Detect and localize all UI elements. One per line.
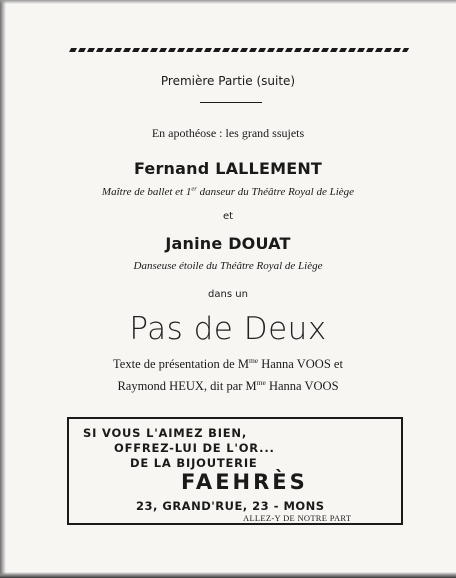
performer1-name	[0, 159, 456, 178]
advert-line-1: SI VOUS L'AIMEZ BIEN,	[83, 426, 248, 440]
dashed-divider	[69, 48, 409, 52]
advert-line-3: DE LA BIJOUTERIE	[130, 456, 258, 470]
advert-address: 23, GRAND'RUE, 23 - MONS	[136, 499, 325, 513]
performer1-role-post: danseur du Théâtre Royal de Liège	[196, 186, 355, 198]
presentation-line-1	[0, 357, 456, 372]
performer2-first-name: Janine	[165, 234, 223, 253]
performer1-last-name: LALLEMENT	[215, 159, 323, 178]
advert-tagline: ALLEZ-Y DE NOTRE PART	[243, 513, 352, 523]
performer2-role: Danseuse étoile du Théâtre Royal de Liège	[133, 260, 323, 272]
performer2-name	[0, 234, 456, 253]
conjunction: et	[222, 211, 234, 222]
title-underline	[200, 102, 262, 103]
presentation-line1-sup: me	[248, 355, 259, 365]
presentation-line2-pre: Raymond HEUX, dit par M	[117, 379, 257, 393]
page-bottom-edge-shadow	[0, 572, 456, 578]
page-top-edge-shadow	[0, 0, 456, 4]
piece-title: Pas de Deux	[129, 311, 327, 347]
intro-line: En apothéose : les grand ssujets	[151, 126, 305, 140]
section-title: Première Partie (suite)	[160, 74, 296, 88]
presentation-line2-post: Hanna VOOS	[265, 379, 339, 393]
performer1-role-pre: Maître de ballet et 1	[101, 186, 192, 198]
presentation-line1-post: Hanna VOOS et	[258, 357, 343, 371]
advert-brand: FAEHRÈS	[181, 470, 308, 494]
presentation-line-2	[0, 379, 456, 394]
presentation-line2-sup: me	[256, 377, 266, 387]
in-a-line: dans un	[208, 289, 248, 300]
performer1-first-name: Fernand	[133, 159, 210, 178]
performer2-last-name: DOUAT	[228, 234, 291, 253]
performer1-role-sup: er	[191, 185, 197, 193]
advert-line-2: OFFREZ-LUI DE L'OR...	[114, 441, 275, 455]
performer1-role	[0, 186, 456, 198]
presentation-line1-pre: Texte de présentation de M	[113, 357, 249, 371]
jeweler-advert	[67, 417, 403, 525]
